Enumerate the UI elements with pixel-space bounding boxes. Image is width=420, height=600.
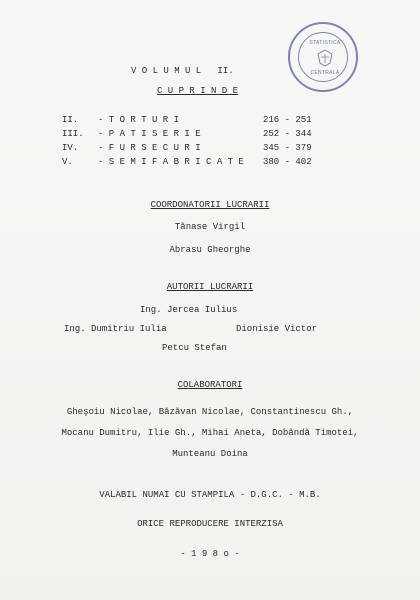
toc-title: - S E M I F A B R I C A T E <box>98 157 244 167</box>
toc-pages: 380 - 402 <box>263 157 312 167</box>
author-name: Ing. Dumitriu Iulia <box>64 324 167 334</box>
validity-note: VALABIL NUMAI CU STAMPILA - D.G.C. - M.B. <box>99 490 321 500</box>
collaborators-heading: COLABORATORI <box>177 380 243 390</box>
publication-year: - 1 9 8 o - <box>180 549 240 559</box>
toc-number: III. <box>62 129 84 139</box>
toc-number: IV. <box>62 143 79 153</box>
collaborators-line: Gheşoiu Nicolae, Băzăvan Nicolae, Constantinescu Gh., <box>66 407 354 417</box>
coordinators-heading: COORDONATORII LUCRARII <box>150 200 270 210</box>
toc-number: II. <box>62 115 79 125</box>
stamp-text-bottom: CENTRALA <box>310 70 340 76</box>
toc-pages: 252 - 344 <box>263 129 312 139</box>
stamp-text-top: STATISTICA <box>309 40 341 46</box>
collaborators-line: Munteanu Doina <box>172 449 248 459</box>
coat-of-arms-icon <box>314 48 336 68</box>
toc-pages: 216 - 251 <box>263 115 312 125</box>
toc-title: - P A T I S E R I E <box>98 129 201 139</box>
volume-heading: V O L U M U L II. <box>131 66 234 76</box>
collaborators-line: Mocanu Dumitru, Ilie Gh., Mihai Aneta, Dobândă Timotei, <box>61 428 359 438</box>
toc-pages: 345 - 379 <box>263 143 312 153</box>
author-name: Ing. Jercea Iulius <box>140 305 238 315</box>
coordinator-name: Abrasu Gheorghe <box>169 245 251 255</box>
author-name: Dionisie Victor <box>236 324 318 334</box>
toc-title: - F U R S E C U R I <box>98 143 201 153</box>
author-name: Petcu Stefan <box>162 343 227 353</box>
authors-heading: AUTORII LUCRARII <box>166 282 254 292</box>
official-stamp <box>288 22 358 92</box>
toc-number: V. <box>62 157 73 167</box>
reproduction-notice: ORICE REPRODUCERE INTERZISA <box>137 519 283 529</box>
coordinator-name: Tănase Virgil <box>174 222 246 232</box>
contents-heading: C U P R I N D E <box>157 86 239 96</box>
toc-title: - T O R T U R I <box>98 115 180 125</box>
